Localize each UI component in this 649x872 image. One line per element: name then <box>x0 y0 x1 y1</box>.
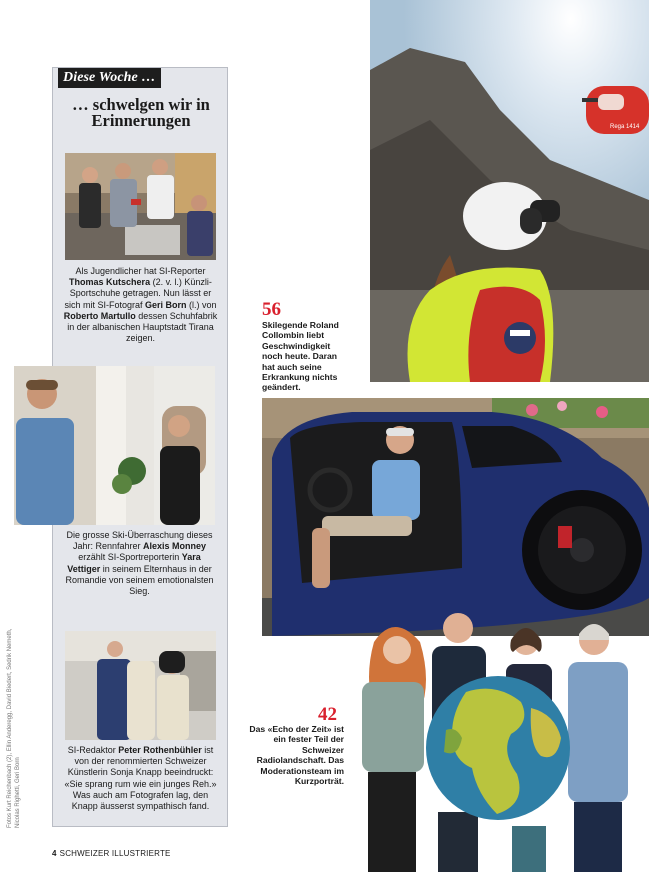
caption-story2 <box>62 530 217 597</box>
page-number: 4 <box>52 849 57 858</box>
caption-fragment: Roberto Martullo <box>63 310 136 321</box>
teaser-page-56[interactable]: 56 <box>262 299 281 320</box>
caption-fragment: dessen Schuhfabrik in der albanischen Hauptstadt Tirana zeigen. <box>67 310 218 344</box>
helicopter-registration: Rega 1414 <box>610 124 640 130</box>
caption-fragment: Thomas Kutschera <box>69 277 151 288</box>
caption-fragment: Yara Vettiger <box>67 552 201 574</box>
caption-fragment: ist von der renommierten Schweizer Künstlerin Sonja Knapp beeindruckt: «Sie sprang rum wie ein junges Reh.» Was auch am Fotografen lag, den Knapp äusserst sympathisch fand. <box>64 745 217 812</box>
caption-story1 <box>63 266 218 344</box>
caption-fragment: Alexis Monney <box>143 541 207 552</box>
teaser-text-echo-der-zeit: Das «Echo der Zeit» ist ein fester Teil der Schweizer Radiolandschaft. Das Moderationsteam im Kurzporträt. <box>249 724 344 787</box>
page-footer <box>52 849 171 859</box>
caption-fragment: Als Jugendlicher hat SI-Reporter <box>75 266 206 276</box>
rescue-photo <box>370 0 649 382</box>
magazine-name: SCHWEIZER ILLUSTRIERTE <box>59 849 171 858</box>
artist-visit-photo <box>65 631 216 740</box>
caption-fragment: in seinem Elternhaus in der Romandie von seinem emotionalsten Sieg. <box>65 563 214 597</box>
radio-team-photo <box>346 612 649 872</box>
sidebar-title: … schwelgen wir in Erinnerungen <box>72 95 210 130</box>
caption-fragment: SI-Redaktor <box>67 745 119 755</box>
caption-fragment: Die grosse Ski-Überraschung dieses Jahr: Rennfahrer <box>66 530 213 552</box>
porsche-photo <box>262 398 649 636</box>
caption-fragment: Geri Born <box>145 299 187 310</box>
photo-credit: Fotos Kurt Reichenbach (2), Ellin Anderegg, David Biedert, Sedrik Nemeth, Nicolas Righetti, Geri Born <box>7 628 21 828</box>
shoe-factory-photo <box>65 153 216 260</box>
ski-interview-photo <box>14 366 215 525</box>
caption-fragment: Peter Rothenbühler <box>118 745 202 755</box>
caption-story3 <box>63 745 218 812</box>
kicker-label: Diese Woche … <box>58 68 161 88</box>
caption-fragment: (2. v. l.) Künzli-Sportschuhe getragen. Nun lässt er sich mit SI-Fotograf <box>64 277 212 310</box>
teaser-page-42[interactable]: 42 <box>318 704 337 725</box>
caption-fragment: (l.) von <box>186 299 217 310</box>
caption-fragment: erzählt SI-Sportreporterin <box>78 552 182 563</box>
teaser-text-collombin: Skilegende Roland Collombin liebt Geschwindigkeit noch heute. Daran hat auch seine Erkrankung nichts geändert. <box>262 320 339 393</box>
